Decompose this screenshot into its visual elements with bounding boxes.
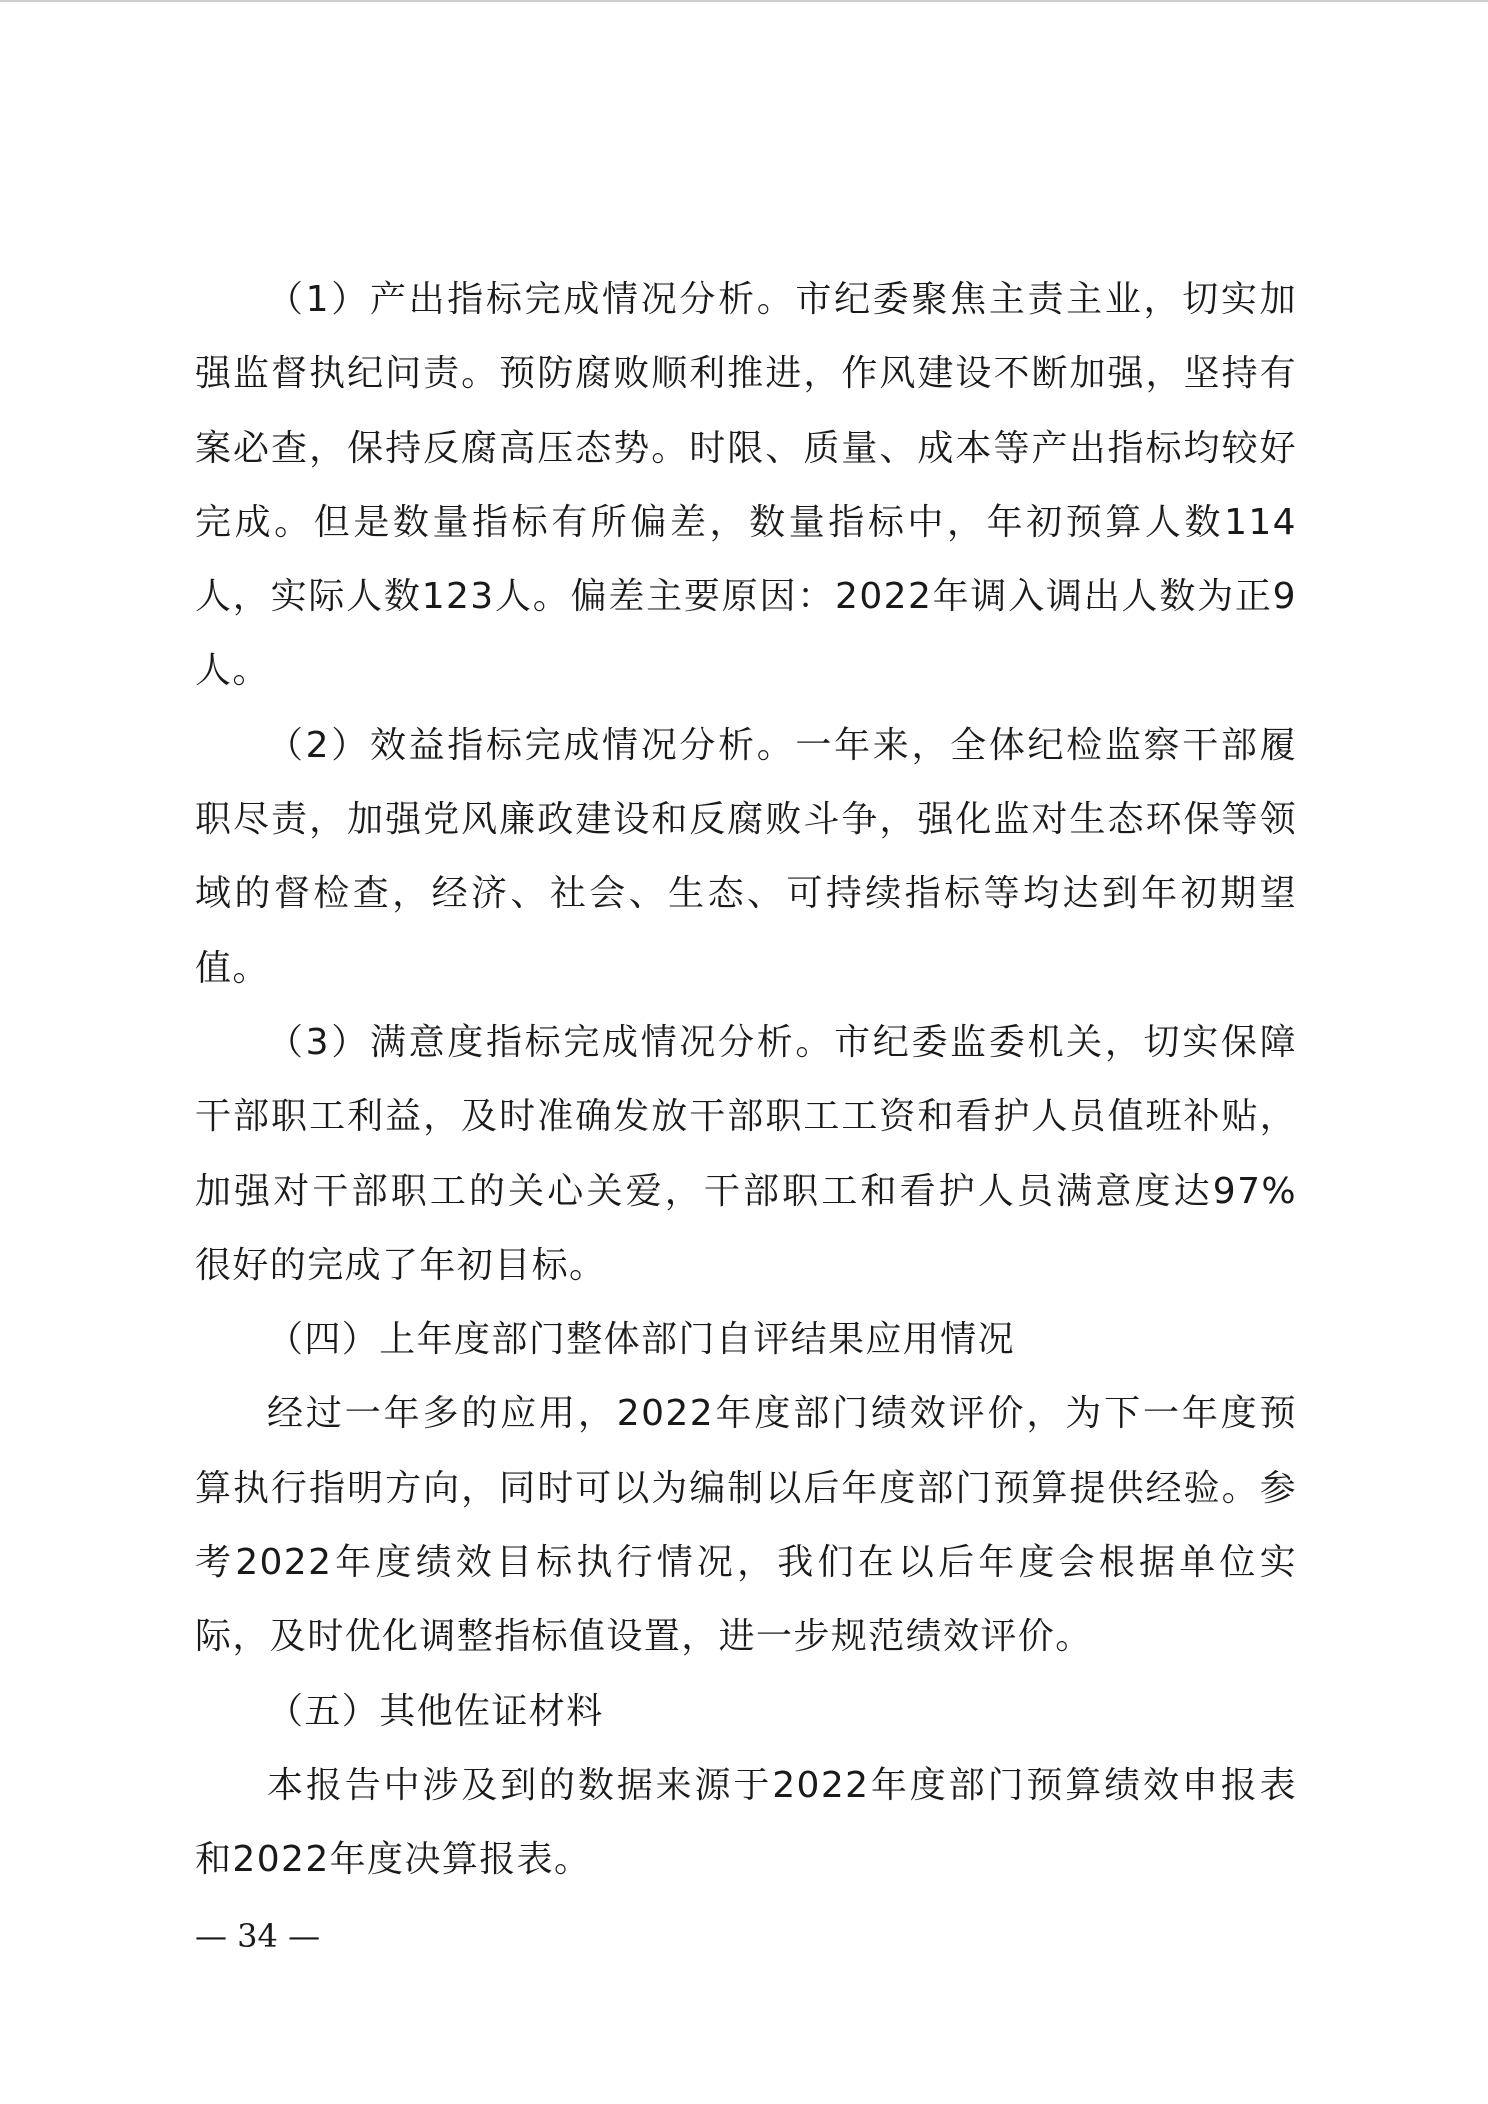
paragraph-output-indicators: （1）产出指标完成情况分析。市纪委聚焦主责主业，切实加强监督执纪问责。预防腐败顺利推进，作风建设不断加强，坚持有案必查，保持反腐高压态势。时限、质量、成本等产出指标均较好完成。但是数量指标有所偏差，数量指标中，年初预算人数114人，实际人数123人。偏差主要原因：2022年调入调出人数为正9人。	[195, 279, 1297, 692]
page-top-rule	[0, 0, 1488, 2]
section-heading-four: （四）上年度部门整体部门自评结果应用情况	[267, 1319, 1016, 1361]
document-body	[195, 263, 1297, 1898]
page-number: — 34 —	[195, 1917, 321, 1955]
paragraph-satisfaction-indicators: （3）满意度指标完成情况分析。市纪委监委机关，切实保障干部职工利益，及时准确发放干部职工工资和看护人员值班补贴，加强对干部职工的关心关爱，干部职工和看护人员满意度达97% 很好的完成了年初目标。	[195, 1021, 1297, 1286]
paragraph-section-four: 经过一年多的应用，2022年度部门绩效评价，为下一年度预算执行指明方向，同时可以为编制以后年度部门预算提供经验。参考2022年度绩效目标执行情况，我们在以后年度会根据单位实际，及时优化调整指标值设置，进一步规范绩效评价。	[195, 1393, 1297, 1658]
section-heading-five: （五）其他佐证材料	[267, 1690, 604, 1732]
paragraph-section-five: 本报告中涉及到的数据来源于2022年度部门预算绩效申报表和2022年度决算报表。	[195, 1764, 1297, 1881]
paragraph-benefit-indicators: （2）效益指标完成情况分析。一年来，全体纪检监察干部履职尽责，加强党风廉政建设和反腐败斗争，强化监对生态环保等领域的督检查，经济、社会、生态、可持续指标等均达到年初期望值。	[195, 724, 1297, 989]
